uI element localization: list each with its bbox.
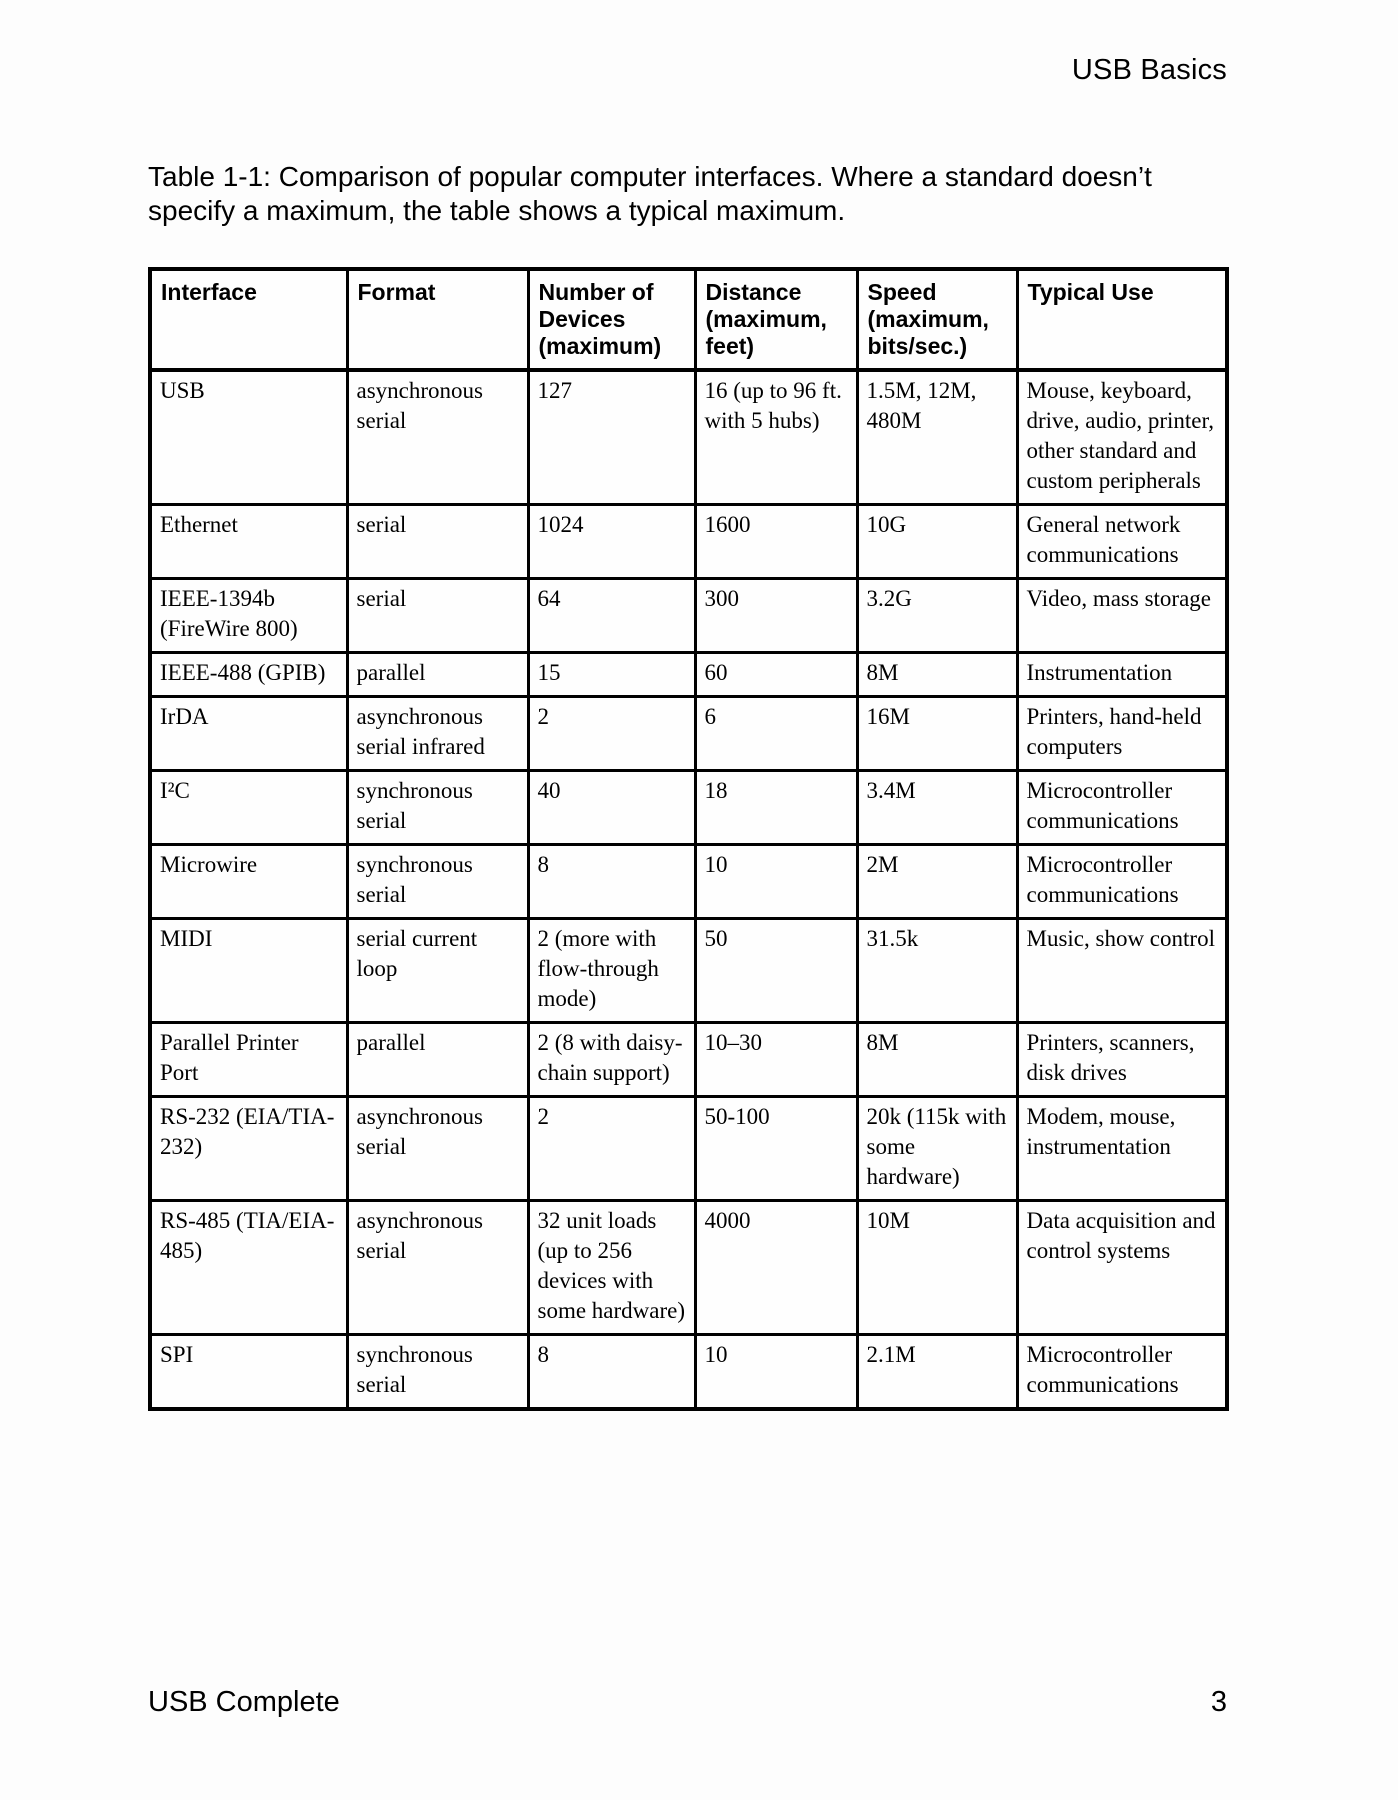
table-cell: 2 — [528, 1097, 695, 1201]
table-cell: 1024 — [528, 505, 695, 579]
table-row — [150, 1097, 1227, 1201]
table-cell: IEEE-488 (GPIB) — [150, 653, 347, 697]
table-row — [150, 919, 1227, 1023]
column-header-speed: Speed (maximum, bits/sec.) — [857, 269, 1017, 370]
table-cell: 3.4M — [857, 771, 1017, 845]
table-row — [150, 1201, 1227, 1335]
table-row — [150, 579, 1227, 653]
table-cell: 2M — [857, 845, 1017, 919]
table-cell: Ethernet — [150, 505, 347, 579]
column-header-format: Format — [347, 269, 528, 370]
header-row — [150, 269, 1227, 370]
table-cell: synchronous serial — [347, 771, 528, 845]
table-cell: Instrumentation — [1017, 653, 1227, 697]
table-cell: SPI — [150, 1335, 347, 1410]
table-cell: MIDI — [150, 919, 347, 1023]
comparison-table — [148, 267, 1229, 1411]
column-header-devices: Number of Devices (maximum) — [528, 269, 695, 370]
table-cell: 10 — [695, 1335, 857, 1410]
table-cell: asynchronous serial — [347, 370, 528, 505]
table-cell: synchronous serial — [347, 1335, 528, 1410]
page-header — [148, 54, 1227, 87]
table-cell: 16 (up to 96 ft. with 5 hubs) — [695, 370, 857, 505]
table-cell: 8M — [857, 653, 1017, 697]
table-cell: 300 — [695, 579, 857, 653]
table-cell: Parallel Printer Port — [150, 1023, 347, 1097]
table-row — [150, 653, 1227, 697]
table-cell: 10M — [857, 1201, 1017, 1335]
column-header-typical-use: Typical Use — [1017, 269, 1227, 370]
page-header-title: USB Basics — [1071, 54, 1227, 86]
table-cell: 3.2G — [857, 579, 1017, 653]
table-cell: Microcontroller communications — [1017, 845, 1227, 919]
table-cell: 4000 — [695, 1201, 857, 1335]
table-row — [150, 1023, 1227, 1097]
table-cell: 1.5M, 12M, 480M — [857, 370, 1017, 505]
table-cell: Microcontroller communications — [1017, 771, 1227, 845]
table-cell: parallel — [347, 1023, 528, 1097]
table-caption: Table 1-1: Comparison of popular computer interfaces. Where a standard doesn’t specify a maximum, the table shows a typical maximum. — [148, 161, 1152, 226]
footer-page-number: 3 — [1210, 1686, 1227, 1718]
table-cell: 50-100 — [695, 1097, 857, 1201]
table-cell: 40 — [528, 771, 695, 845]
table-cell: RS-232 (EIA/TIA-232) — [150, 1097, 347, 1201]
table-row — [150, 771, 1227, 845]
table-cell: Microwire — [150, 845, 347, 919]
table-cell: IrDA — [150, 697, 347, 771]
table-cell: asynchronous serial — [347, 1097, 528, 1201]
table-cell: General network communications — [1017, 505, 1227, 579]
table-cell: I²C — [150, 771, 347, 845]
table-cell: IEEE-1394b (FireWire 800) — [150, 579, 347, 653]
table-cell: 6 — [695, 697, 857, 771]
table-cell: serial current loop — [347, 919, 528, 1023]
table-cell: serial — [347, 505, 528, 579]
table-cell: 20k (115k with some hardware) — [857, 1097, 1017, 1201]
table-cell: 32 unit loads (up to 256 devices with some hardware) — [528, 1201, 695, 1335]
table-row — [150, 370, 1227, 505]
footer-book-title: USB Complete — [148, 1686, 340, 1718]
table-cell: 64 — [528, 579, 695, 653]
table-cell: 1600 — [695, 505, 857, 579]
table-row — [150, 505, 1227, 579]
table-cell: Data acquisition and control systems — [1017, 1201, 1227, 1335]
table-cell: 2 (more with flow-through mode) — [528, 919, 695, 1023]
table-cell: 18 — [695, 771, 857, 845]
table-cell: Microcontroller communications — [1017, 1335, 1227, 1410]
table-cell: 2 (8 with daisy-chain support) — [528, 1023, 695, 1097]
column-header-distance: Distance (maximum, feet) — [695, 269, 857, 370]
table-cell: 10 — [695, 845, 857, 919]
table-cell: 8 — [528, 845, 695, 919]
column-header-interface: Interface — [150, 269, 347, 370]
table-cell: 2 — [528, 697, 695, 771]
table-cell: synchronous serial — [347, 845, 528, 919]
table-cell: Video, mass storage — [1017, 579, 1227, 653]
page-footer — [148, 1686, 1227, 1719]
table-cell: 10G — [857, 505, 1017, 579]
table-cell: RS-485 (TIA/EIA-485) — [150, 1201, 347, 1335]
table-cell: 127 — [528, 370, 695, 505]
table-cell: Mouse, keyboard, drive, audio, printer, other standard and custom peripherals — [1017, 370, 1227, 505]
table-row — [150, 1335, 1227, 1410]
table-cell: 8 — [528, 1335, 695, 1410]
table-cell: parallel — [347, 653, 528, 697]
table-cell: Printers, scanners, disk drives — [1017, 1023, 1227, 1097]
table-cell: 50 — [695, 919, 857, 1023]
table-cell: asynchronous serial — [347, 1201, 528, 1335]
table-cell: USB — [150, 370, 347, 505]
table-row — [150, 697, 1227, 771]
table-cell: 16M — [857, 697, 1017, 771]
table-row — [150, 845, 1227, 919]
table-cell: 15 — [528, 653, 695, 697]
table-cell: 31.5k — [857, 919, 1017, 1023]
table-cell: 2.1M — [857, 1335, 1017, 1410]
table-cell: Modem, mouse, instrumentation — [1017, 1097, 1227, 1201]
table-cell: Printers, hand-held computers — [1017, 697, 1227, 771]
table-cell: 8M — [857, 1023, 1017, 1097]
table-cell: 10–30 — [695, 1023, 857, 1097]
table-cell: serial — [347, 579, 528, 653]
table-cell: 60 — [695, 653, 857, 697]
table-cell: asynchronous serial infrared — [347, 697, 528, 771]
table-cell: Music, show control — [1017, 919, 1227, 1023]
